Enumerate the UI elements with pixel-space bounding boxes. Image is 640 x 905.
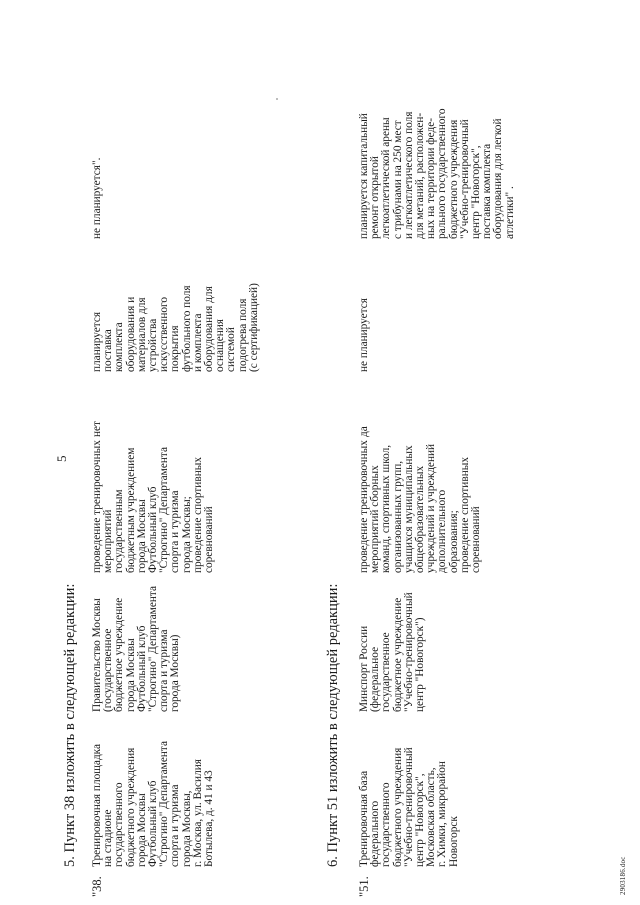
page-number: 5: [54, 455, 69, 462]
scan-speck: [276, 98, 278, 100]
cell-owner-51: Минспорт России (федеральное государственное бюджетное учреждение "Учебно-тренировочный центр "Новогорск"): [358, 592, 427, 712]
cell-flag-51: да: [358, 426, 370, 437]
row-number-51: "51.: [357, 876, 371, 897]
cell-flag-38: нет: [91, 421, 103, 437]
section-heading-51: 6. Пункт 51 изложить в следующей редакции:: [325, 583, 341, 867]
cell-owner-38: Правительство Москвы (государственное бюджетное учреждение города Москвы Футбольный клуб "Строгино" Департамента спорта и туризма города Москвы): [91, 586, 182, 712]
row-number-38: "38.: [90, 876, 104, 897]
cell-object-51: Тренировочная база федерального государственного бюджетного учреждения "Учебно-тренировочный центр "Новогорск", Московская область, г. Химки, микрорайон Новогорск: [358, 747, 460, 867]
cell-object-38: Тренировочная площадка на стадионе государственного бюджетного учреждения города Москвы Футбольный клуб "Строгино" Департамента спорта и туризма города Москвы, г. Москва, ул. Василия Ботылева, д. 41 и 43: [91, 741, 216, 867]
cell-purpose-51: проведение тренировочных мероприятий сборных команд, спортивных школ, организованных групп, учащихся муниципальных общеобразовательных учреждений и учреждений дополнительного образования; проведение спортивных соревнований: [358, 440, 483, 573]
cell-works-51: планируется капитальный ремонт открытой легкоатлетической арены с трибунами на 250 мест и легкоатлетического поля для метаний, расположен- ных на территории феде- рального государственного бюджетного учреждения "Учебно-тренировочный центр "Новогорск", поставка комплекта оборудования для легкой атлетики" .: [358, 108, 516, 239]
cell-supply-38: планируется поставка комплекта оборудования и материалов для устройства искусственного покрытия футбольного поля и комплекта оборудования для оснащения системой подогрева поля (с сертификацией): [91, 283, 260, 372]
cell-works-38: не планируется".: [91, 157, 103, 239]
cell-purpose-38: проведение тренировочных мероприятий государственным бюджетным учреждением города Москвы Футбольный клуб "Строгино" Департамента спорта и туризма города Москвы; проведение спортивных соревнований: [91, 440, 216, 573]
section-heading-38: 5. Пункт 38 изложить в следующей редакции:: [62, 583, 78, 867]
cell-supply-51: не планируется: [358, 298, 370, 372]
footer-doc-id: 2903186.doc: [619, 856, 627, 895]
